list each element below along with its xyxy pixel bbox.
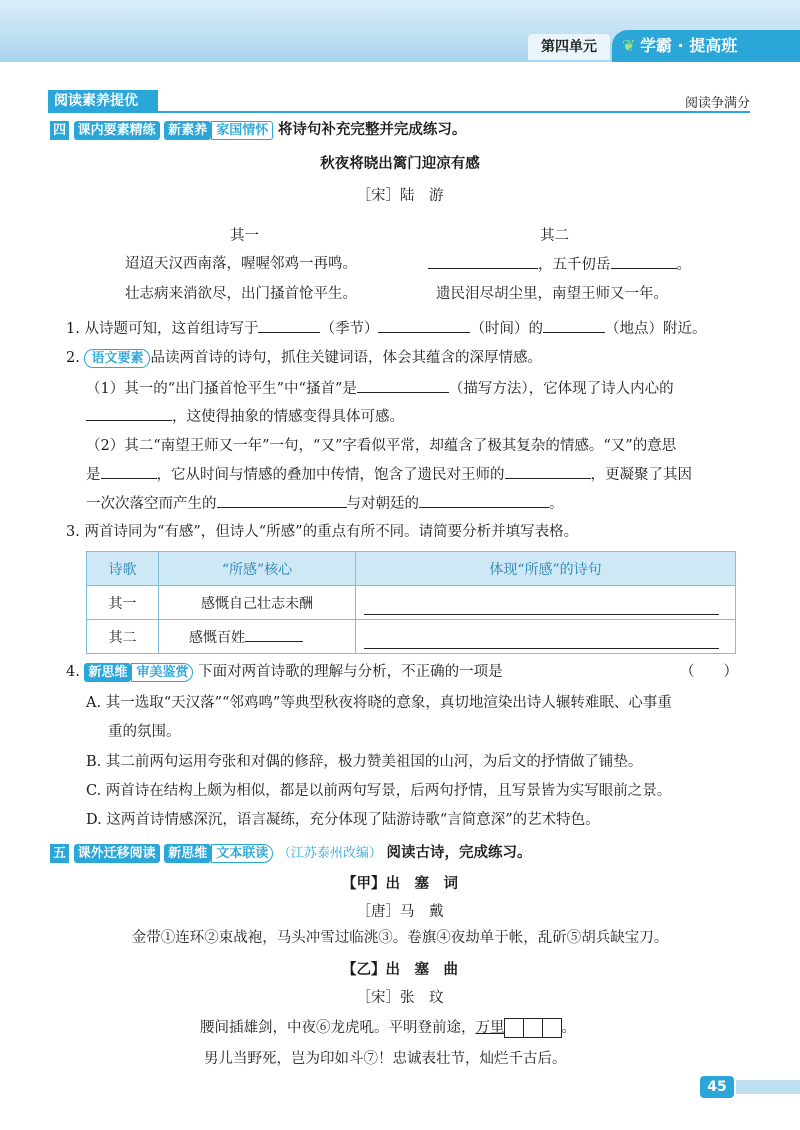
answer-table — [86, 551, 736, 654]
question-2: 2. 语文要素 品读两首诗的诗句，抓住关键词语，体会其蕴含的深厚情感。 — [66, 350, 542, 366]
question-1: 1. 从诗题可知，这首组诗写于 （季节） （时间）的 （地点）附近。 — [66, 318, 706, 339]
poem2-line1: ，五千仞岳 。 — [428, 254, 691, 275]
blank-field[interactable] — [364, 634, 719, 649]
q4-tag2: 审美鉴赏 — [131, 663, 193, 682]
blank-field[interactable] — [217, 493, 347, 508]
part5-number: 五 — [50, 844, 69, 863]
blank-field[interactable] — [378, 318, 470, 333]
part4-number: 四 — [50, 121, 69, 140]
option-c[interactable]: C. 两首诗在结构上颇为相似，都是以前两句写景，后两句抒情，且写景皆为实写眼前之景。 — [86, 783, 672, 799]
leaf-icon: ❦ — [622, 36, 636, 55]
poem-b-title: 【乙】出 塞 曲 — [342, 962, 458, 978]
part5-instruction: 阅读古诗，完成练习。 — [386, 845, 532, 861]
part4-tag: 课内要素精练 — [74, 121, 160, 140]
blank-field[interactable] — [101, 464, 157, 479]
part5-tag2b: 文本联读 — [211, 844, 273, 863]
poem-a-title: 【甲】出 塞 词 — [342, 876, 458, 892]
page-bar — [736, 1080, 800, 1094]
blank-box[interactable] — [523, 1018, 543, 1038]
question-2-2-cont: 是 ，它从时间与情感的叠加中传情，饱含了遗民对王师的 ，更凝聚了其因 — [86, 464, 692, 485]
part4-tag2a: 新素养 — [164, 121, 211, 140]
poem-b-author: ［宋］张 玟 — [356, 990, 444, 1006]
question-3: 3. 两首诗同为“有感”，但诗人“所感”的重点有所不同。请简要分析并填写表格。 — [66, 524, 579, 540]
poem1-line1: 迢迢天汉西南落，喔喔邻鸡一再鸣。 — [125, 256, 357, 272]
part4-heading — [50, 120, 466, 140]
poem2-title: 其二 — [540, 228, 569, 244]
part5-source: （江苏泰州改编） — [277, 846, 382, 861]
part5-heading — [50, 843, 532, 864]
table-header: “所感”核心 — [159, 552, 356, 586]
part4-tag2b: 家国情怀 — [211, 121, 273, 140]
option-b[interactable]: B. 其二前两句运用夸张和对偶的修辞，极力赞美祖国的山河，为后文的抒情做了铺垫。 — [86, 754, 643, 770]
part5-tag2a: 新思维 — [164, 844, 211, 863]
answer-paren[interactable]: （ ） — [680, 664, 738, 680]
question-2-2: （2）其二“南望王师又一年”一句，“又”字看似平常，却蕴含了极其复杂的情感。“又”的意思 — [86, 438, 677, 454]
blank-field[interactable] — [428, 254, 538, 269]
option-a-cont: 重的氛围。 — [108, 724, 181, 740]
poem-a-line: 金带①连环②束战袍，马头冲雪过临洮③。卷旗④夜劫单于帐，乱斫⑤胡兵缺宝刀。 — [131, 930, 669, 946]
poem-title: 秋夜将晓出篱门迎凉有感 — [320, 156, 480, 172]
table-row: 其一 感慨自己壮志未酬 — [87, 586, 736, 620]
blank-field[interactable] — [364, 600, 719, 615]
table-row: 其二 感慨百姓 — [87, 620, 736, 654]
blank-field[interactable] — [419, 493, 549, 508]
question-4: 4. 新思维 审美鉴赏 下面对两首诗歌的理解与分析，不正确的一项是 — [66, 664, 503, 680]
blank-field[interactable] — [543, 318, 605, 333]
poem2-line2: 遗民泪尽胡尘里，南望王师又一年。 — [436, 286, 668, 302]
section-rule — [48, 111, 750, 113]
poem1-line2: 壮志病来消欲尽，出门搔首怆平生。 — [125, 286, 357, 302]
blank-field[interactable] — [245, 627, 303, 642]
part4-instruction: 将诗句补充完整并完成练习。 — [277, 122, 467, 138]
poem-b-line2: 男儿当野死，岂为印如斗⑦！忠诚表壮节，灿烂千古后。 — [204, 1051, 567, 1067]
option-d[interactable]: D. 这两首诗情感深沉，语言凝练，充分体现了陆游诗歌“言简意深”的艺术特色。 — [86, 812, 600, 828]
blank-box[interactable] — [542, 1018, 562, 1038]
option-a[interactable]: A. 其一选取“天汉落”“邻鸡鸣”等典型秋夜将晓的意象，真切地渲染出诗人辗转难眠、心事重 — [86, 695, 672, 711]
table-header: 诗歌 — [87, 552, 159, 586]
unit-label: 第四单元 — [528, 34, 610, 60]
poem1-title: 其一 — [230, 228, 259, 244]
brand-label: ❦ 学霸 · 提高班 — [612, 30, 800, 62]
q4-tag1: 新思维 — [84, 663, 131, 682]
question-2-1: （1）其一的“出门搔首怆平生”中“搔首”是 （描写方法），它体现了诗人内心的 — [86, 378, 674, 399]
blank-field[interactable] — [357, 378, 449, 393]
table-header: 体现“所感”的诗句 — [356, 552, 736, 586]
blank-field[interactable] — [611, 254, 677, 269]
blank-field[interactable] — [86, 406, 172, 421]
poem-b-line1: 腰间插雄剑，中夜⑥龙虎吼。平明登前途，万里 。 — [200, 1020, 576, 1036]
poem-author: ［宋］陆 游 — [356, 188, 444, 204]
poem-a-author: ［唐］马 戴 — [356, 904, 444, 920]
blank-field[interactable] — [505, 464, 591, 479]
question-2-1-cont: ，这使得抽象的情感变得具体可感。 — [86, 406, 404, 427]
page-number: 45 — [700, 1076, 734, 1098]
question-2-2-end: 一次次落空而产生的 与对朝廷的 。 — [86, 493, 564, 514]
section-banner: 阅读素养提优 — [48, 90, 158, 112]
part5-tag: 课外迁移阅读 — [74, 844, 160, 863]
q2-tag: 语文要素 — [84, 349, 150, 368]
section-right-label: 阅读争满分 — [684, 96, 750, 111]
blank-box[interactable] — [504, 1018, 524, 1038]
blank-field[interactable] — [258, 318, 320, 333]
